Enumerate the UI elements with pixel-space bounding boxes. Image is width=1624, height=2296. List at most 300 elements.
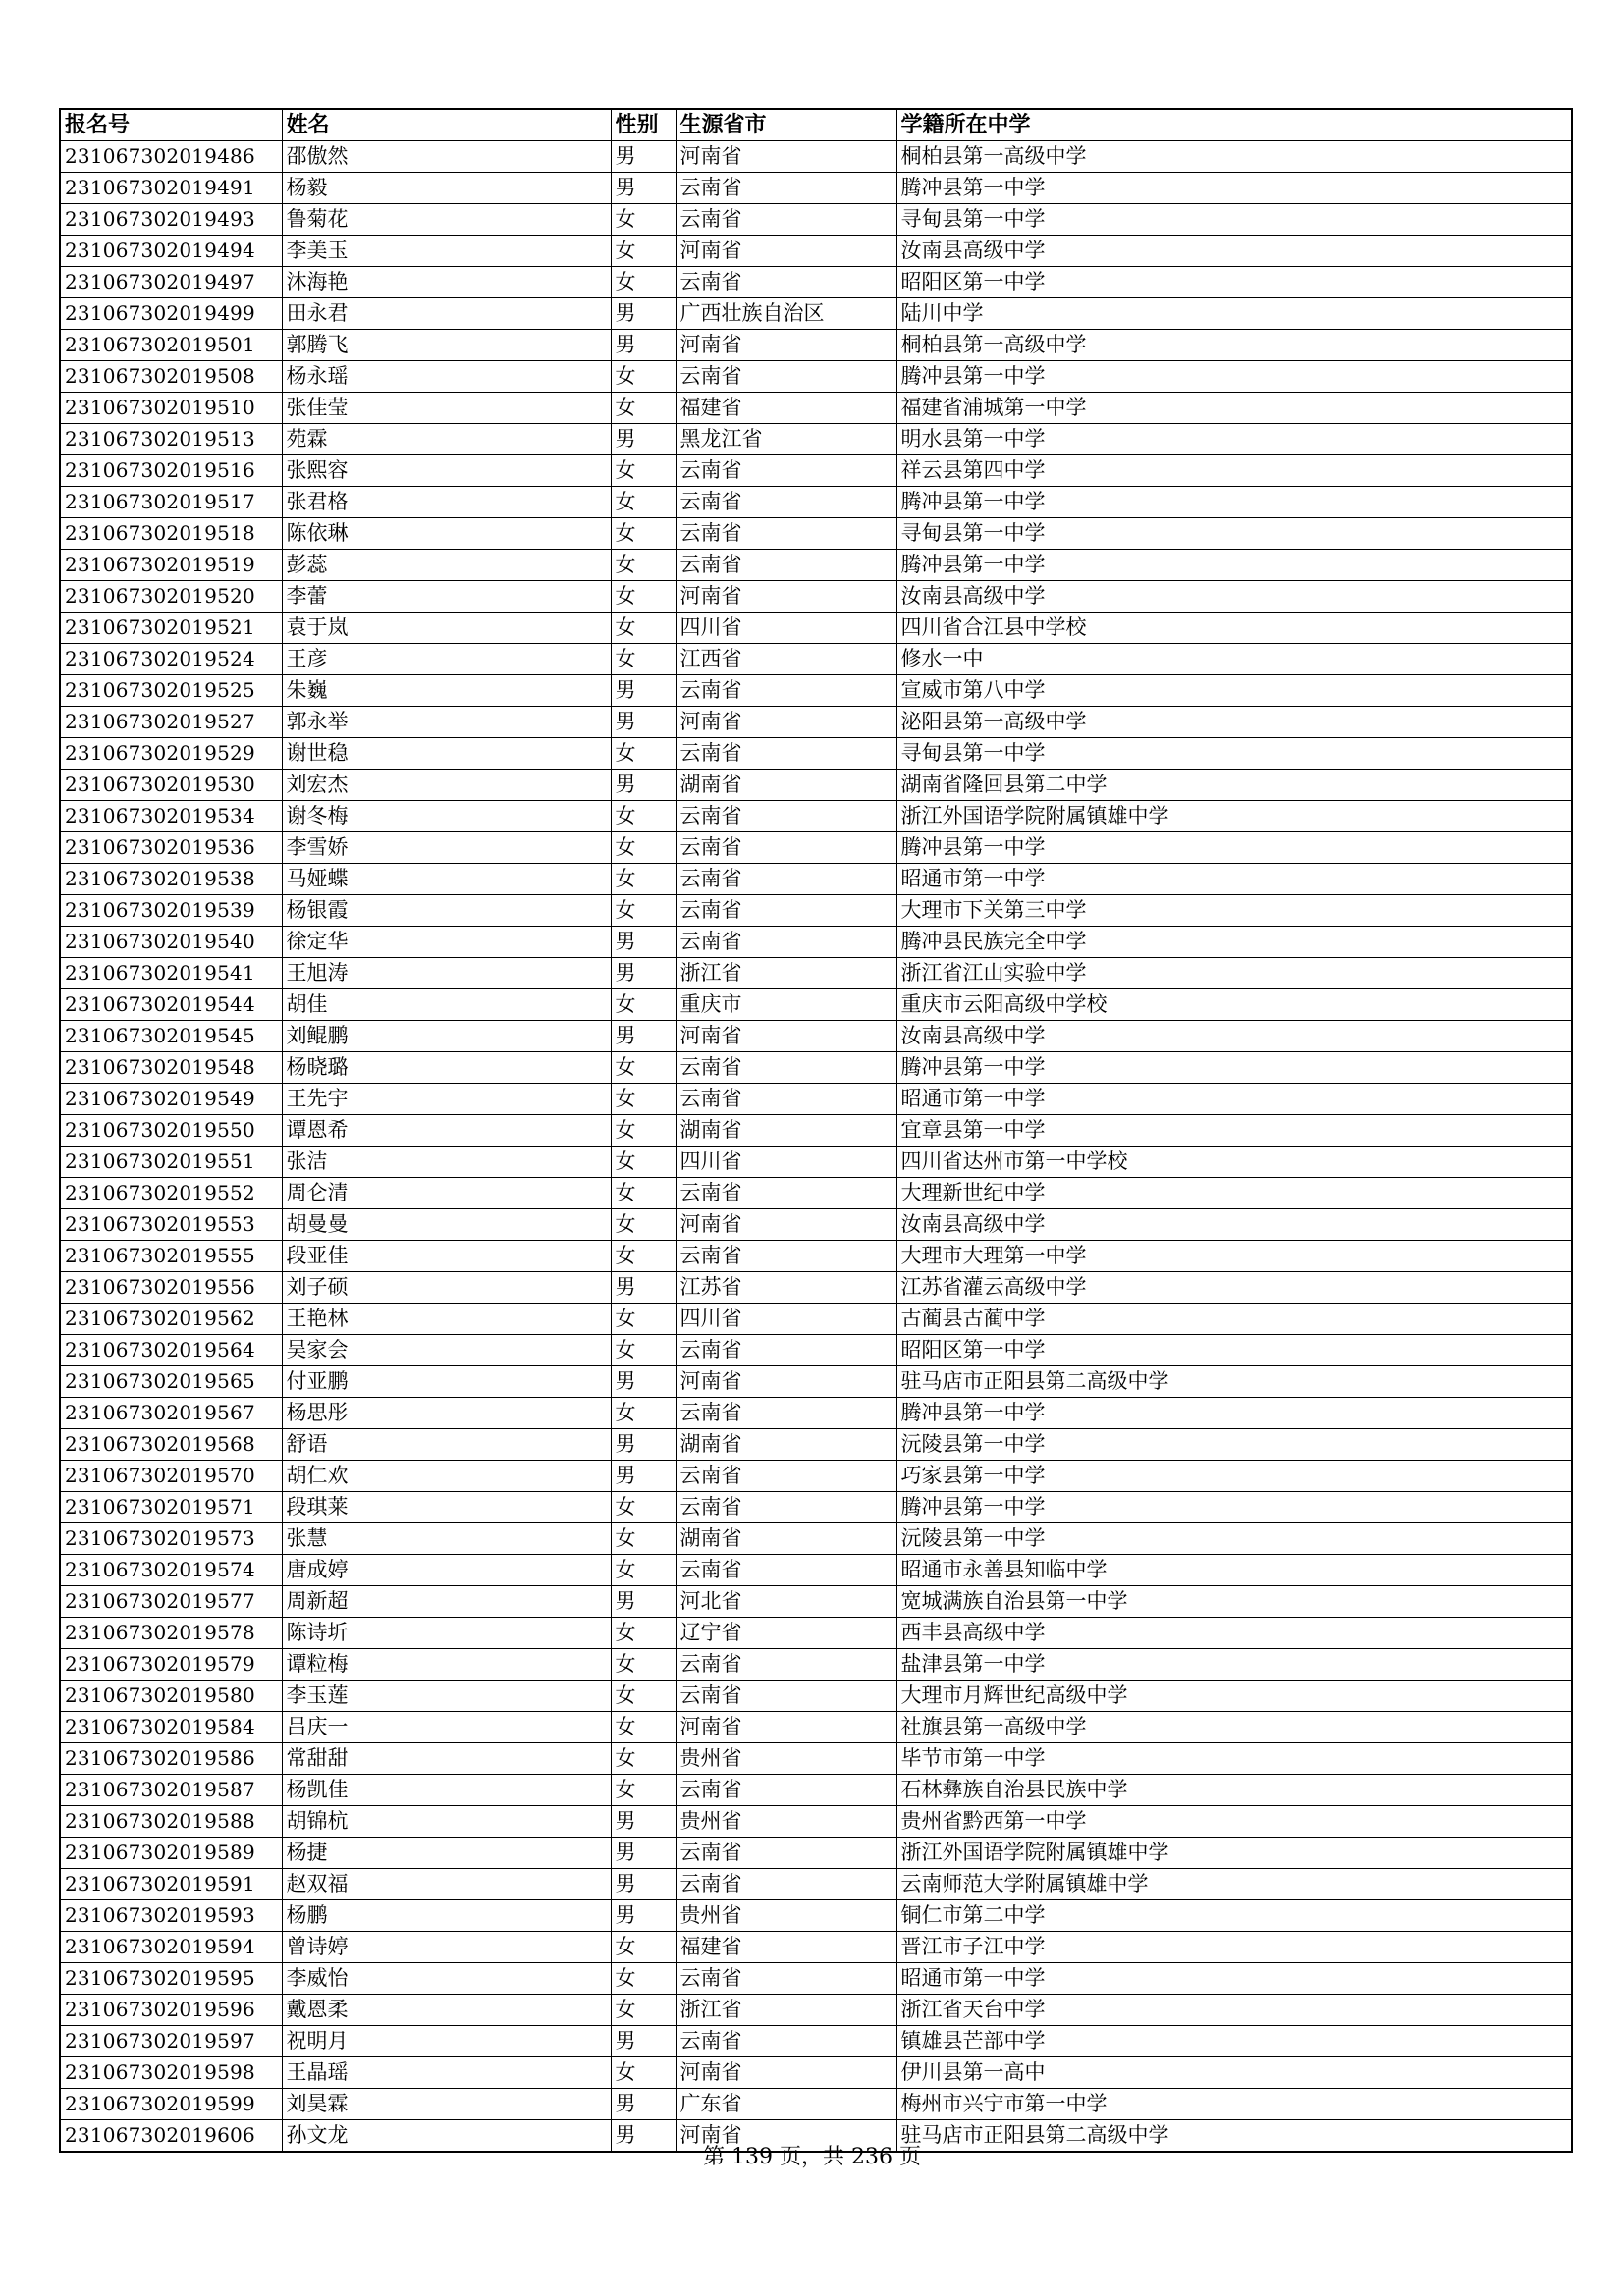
table-row <box>60 330 1572 361</box>
cell-name: 李玉莲 <box>282 1681 611 1712</box>
cell-province: 云南省 <box>676 455 896 487</box>
cell-registration-number: 231067302019540 <box>60 927 282 958</box>
cell-school: 腾冲县第一中学 <box>896 1492 1572 1523</box>
cell-registration-number: 231067302019580 <box>60 1681 282 1712</box>
table-row <box>60 141 1572 173</box>
cell-school: 大理市大理第一中学 <box>896 1241 1572 1272</box>
cell-school: 驻马店市正阳县第二高级中学 <box>896 2120 1572 2153</box>
cell-registration-number: 231067302019497 <box>60 267 282 298</box>
cell-province: 湖南省 <box>676 1115 896 1147</box>
cell-school: 昭通市永善县知临中学 <box>896 1555 1572 1586</box>
cell-gender: 男 <box>611 927 676 958</box>
cell-registration-number: 231067302019579 <box>60 1649 282 1681</box>
cell-name: 张佳莹 <box>282 393 611 424</box>
cell-gender: 女 <box>611 738 676 770</box>
cell-name: 刘宏杰 <box>282 770 611 801</box>
cell-gender: 男 <box>611 424 676 455</box>
cell-gender: 男 <box>611 173 676 204</box>
cell-gender: 女 <box>611 613 676 644</box>
table-row <box>60 424 1572 455</box>
cell-gender: 女 <box>611 1115 676 1147</box>
table-row <box>60 267 1572 298</box>
cell-gender: 女 <box>611 1712 676 1743</box>
table-row <box>60 707 1572 738</box>
cell-school: 汝南县高级中学 <box>896 1209 1572 1241</box>
cell-registration-number: 231067302019493 <box>60 204 282 236</box>
cell-registration-number: 231067302019501 <box>60 330 282 361</box>
cell-gender: 男 <box>611 1806 676 1838</box>
table-row <box>60 1806 1572 1838</box>
cell-gender: 女 <box>611 1241 676 1272</box>
table-row <box>60 864 1572 895</box>
cell-name: 王旭涛 <box>282 958 611 989</box>
cell-province: 云南省 <box>676 1963 896 1995</box>
cell-province: 湖南省 <box>676 770 896 801</box>
cell-school: 修水一中 <box>896 644 1572 675</box>
cell-registration-number: 231067302019545 <box>60 1021 282 1052</box>
header-name: 姓名 <box>282 109 611 141</box>
cell-registration-number: 231067302019524 <box>60 644 282 675</box>
table-row <box>60 1429 1572 1461</box>
cell-school: 石林彝族自治县民族中学 <box>896 1775 1572 1806</box>
cell-province: 四川省 <box>676 1147 896 1178</box>
cell-name: 郭腾飞 <box>282 330 611 361</box>
cell-province: 云南省 <box>676 204 896 236</box>
cell-registration-number: 231067302019588 <box>60 1806 282 1838</box>
cell-province: 云南省 <box>676 1398 896 1429</box>
cell-province: 福建省 <box>676 1932 896 1963</box>
cell-name: 李美玉 <box>282 236 611 267</box>
cell-name: 段亚佳 <box>282 1241 611 1272</box>
cell-school: 驻马店市正阳县第二高级中学 <box>896 1366 1572 1398</box>
cell-name: 谭恩希 <box>282 1115 611 1147</box>
table-row <box>60 1115 1572 1147</box>
cell-province: 江苏省 <box>676 1272 896 1304</box>
cell-school: 贵州省黔西第一中学 <box>896 1806 1572 1838</box>
cell-province: 河南省 <box>676 707 896 738</box>
cell-province: 云南省 <box>676 1838 896 1869</box>
cell-gender: 女 <box>611 1178 676 1209</box>
cell-province: 云南省 <box>676 1335 896 1366</box>
cell-province: 贵州省 <box>676 1900 896 1932</box>
table-row <box>60 298 1572 330</box>
cell-registration-number: 231067302019529 <box>60 738 282 770</box>
cell-name: 王先宇 <box>282 1084 611 1115</box>
cell-province: 河南省 <box>676 1021 896 1052</box>
cell-school: 腾冲县第一中学 <box>896 1052 1572 1084</box>
header-gender: 性别 <box>611 109 676 141</box>
cell-registration-number: 231067302019606 <box>60 2120 282 2153</box>
cell-province: 云南省 <box>676 1052 896 1084</box>
cell-school: 腾冲县第一中学 <box>896 487 1572 518</box>
cell-registration-number: 231067302019593 <box>60 1900 282 1932</box>
table-row <box>60 1932 1572 1963</box>
table-row <box>60 173 1572 204</box>
cell-name: 彭蕊 <box>282 550 611 581</box>
cell-name: 袁于岚 <box>282 613 611 644</box>
table-row <box>60 1838 1572 1869</box>
table-row <box>60 738 1572 770</box>
cell-name: 沐海艳 <box>282 267 611 298</box>
cell-gender: 女 <box>611 455 676 487</box>
cell-province: 云南省 <box>676 1555 896 1586</box>
cell-school: 腾冲县第一中学 <box>896 832 1572 864</box>
cell-registration-number: 231067302019521 <box>60 613 282 644</box>
cell-gender: 女 <box>611 1681 676 1712</box>
cell-gender: 女 <box>611 1052 676 1084</box>
cell-registration-number: 231067302019597 <box>60 2026 282 2057</box>
table-row <box>60 1900 1572 1932</box>
cell-name: 祝明月 <box>282 2026 611 2057</box>
table-row <box>60 644 1572 675</box>
cell-name: 张熙容 <box>282 455 611 487</box>
cell-gender: 男 <box>611 2026 676 2057</box>
cell-school: 西丰县高级中学 <box>896 1618 1572 1649</box>
table-row <box>60 1712 1572 1743</box>
cell-gender: 男 <box>611 1272 676 1304</box>
cell-gender: 女 <box>611 801 676 832</box>
cell-school: 湖南省隆回县第二中学 <box>896 770 1572 801</box>
cell-name: 王晶瑶 <box>282 2057 611 2089</box>
table-row <box>60 1335 1572 1366</box>
cell-school: 腾冲县民族完全中学 <box>896 927 1572 958</box>
cell-gender: 男 <box>611 675 676 707</box>
table-row <box>60 1398 1572 1429</box>
table-row <box>60 1649 1572 1681</box>
cell-school: 江苏省灌云高级中学 <box>896 1272 1572 1304</box>
table-row <box>60 487 1572 518</box>
cell-school: 社旗县第一高级中学 <box>896 1712 1572 1743</box>
cell-province: 云南省 <box>676 361 896 393</box>
cell-name: 杨银霞 <box>282 895 611 927</box>
cell-school: 祥云县第四中学 <box>896 455 1572 487</box>
cell-name: 刘子硕 <box>282 1272 611 1304</box>
cell-registration-number: 231067302019525 <box>60 675 282 707</box>
cell-school: 昭阳区第一中学 <box>896 267 1572 298</box>
table-row <box>60 1084 1572 1115</box>
cell-name: 胡佳 <box>282 989 611 1021</box>
cell-gender: 男 <box>611 770 676 801</box>
table-row <box>60 361 1572 393</box>
cell-province: 湖南省 <box>676 1523 896 1555</box>
cell-school: 铜仁市第二中学 <box>896 1900 1572 1932</box>
cell-registration-number: 231067302019577 <box>60 1586 282 1618</box>
cell-school: 毕节市第一中学 <box>896 1743 1572 1775</box>
cell-school: 陆川中学 <box>896 298 1572 330</box>
cell-registration-number: 231067302019536 <box>60 832 282 864</box>
cell-school: 寻甸县第一中学 <box>896 518 1572 550</box>
cell-registration-number: 231067302019570 <box>60 1461 282 1492</box>
cell-school: 巧家县第一中学 <box>896 1461 1572 1492</box>
cell-school: 梅州市兴宁市第一中学 <box>896 2089 1572 2120</box>
cell-gender: 女 <box>611 581 676 613</box>
cell-registration-number: 231067302019589 <box>60 1838 282 1869</box>
cell-province: 云南省 <box>676 1775 896 1806</box>
cell-registration-number: 231067302019564 <box>60 1335 282 1366</box>
table-row <box>60 1304 1572 1335</box>
cell-province: 河南省 <box>676 236 896 267</box>
cell-province: 云南省 <box>676 864 896 895</box>
cell-school: 汝南县高级中学 <box>896 1021 1572 1052</box>
table-row <box>60 958 1572 989</box>
cell-name: 吴家会 <box>282 1335 611 1366</box>
cell-school: 寻甸县第一中学 <box>896 204 1572 236</box>
cell-registration-number: 231067302019599 <box>60 2089 282 2120</box>
cell-registration-number: 231067302019499 <box>60 298 282 330</box>
cell-gender: 男 <box>611 2089 676 2120</box>
cell-gender: 女 <box>611 1492 676 1523</box>
cell-registration-number: 231067302019510 <box>60 393 282 424</box>
cell-province: 云南省 <box>676 1084 896 1115</box>
table-row <box>60 581 1572 613</box>
cell-name: 胡锦杭 <box>282 1806 611 1838</box>
cell-registration-number: 231067302019549 <box>60 1084 282 1115</box>
cell-name: 李蕾 <box>282 581 611 613</box>
cell-registration-number: 231067302019551 <box>60 1147 282 1178</box>
cell-name: 周新超 <box>282 1586 611 1618</box>
cell-name: 吕庆一 <box>282 1712 611 1743</box>
cell-gender: 女 <box>611 267 676 298</box>
cell-registration-number: 231067302019530 <box>60 770 282 801</box>
table-row <box>60 236 1572 267</box>
cell-gender: 男 <box>611 298 676 330</box>
table-row <box>60 613 1572 644</box>
cell-registration-number: 231067302019584 <box>60 1712 282 1743</box>
cell-school: 云南师范大学附属镇雄中学 <box>896 1869 1572 1900</box>
table-row <box>60 770 1572 801</box>
cell-school: 福建省浦城第一中学 <box>896 393 1572 424</box>
cell-name: 鲁菊花 <box>282 204 611 236</box>
cell-school: 寻甸县第一中学 <box>896 738 1572 770</box>
cell-province: 四川省 <box>676 613 896 644</box>
cell-province: 河南省 <box>676 1209 896 1241</box>
table-row <box>60 801 1572 832</box>
table-row <box>60 1555 1572 1586</box>
table-row <box>60 1241 1572 1272</box>
cell-province: 云南省 <box>676 1869 896 1900</box>
cell-gender: 女 <box>611 1523 676 1555</box>
cell-province: 云南省 <box>676 1461 896 1492</box>
cell-gender: 男 <box>611 958 676 989</box>
cell-registration-number: 231067302019527 <box>60 707 282 738</box>
cell-gender: 女 <box>611 236 676 267</box>
table-row <box>60 1366 1572 1398</box>
cell-gender: 女 <box>611 1775 676 1806</box>
cell-gender: 女 <box>611 1932 676 1963</box>
cell-name: 朱巍 <box>282 675 611 707</box>
cell-school: 盐津县第一中学 <box>896 1649 1572 1681</box>
cell-school: 腾冲县第一中学 <box>896 1398 1572 1429</box>
cell-registration-number: 231067302019539 <box>60 895 282 927</box>
cell-name: 谭粒梅 <box>282 1649 611 1681</box>
cell-name: 常甜甜 <box>282 1743 611 1775</box>
cell-school: 宜章县第一中学 <box>896 1115 1572 1147</box>
cell-registration-number: 231067302019553 <box>60 1209 282 1241</box>
cell-province: 河北省 <box>676 1586 896 1618</box>
cell-province: 云南省 <box>676 173 896 204</box>
cell-school: 四川省达州市第一中学校 <box>896 1147 1572 1178</box>
cell-school: 重庆市云阳高级中学校 <box>896 989 1572 1021</box>
table-row <box>60 1743 1572 1775</box>
cell-gender: 女 <box>611 644 676 675</box>
cell-province: 河南省 <box>676 581 896 613</box>
cell-gender: 女 <box>611 1084 676 1115</box>
table-row <box>60 2026 1572 2057</box>
cell-gender: 男 <box>611 330 676 361</box>
cell-registration-number: 231067302019541 <box>60 958 282 989</box>
cell-name: 田永君 <box>282 298 611 330</box>
cell-province: 云南省 <box>676 1649 896 1681</box>
cell-registration-number: 231067302019552 <box>60 1178 282 1209</box>
cell-registration-number: 231067302019548 <box>60 1052 282 1084</box>
table-row <box>60 1681 1572 1712</box>
cell-province: 福建省 <box>676 393 896 424</box>
cell-registration-number: 231067302019571 <box>60 1492 282 1523</box>
table-row <box>60 989 1572 1021</box>
cell-name: 赵双福 <box>282 1869 611 1900</box>
cell-name: 刘昊霖 <box>282 2089 611 2120</box>
cell-gender: 女 <box>611 393 676 424</box>
cell-province: 浙江省 <box>676 1995 896 2026</box>
cell-gender: 女 <box>611 361 676 393</box>
cell-registration-number: 231067302019586 <box>60 1743 282 1775</box>
cell-gender: 男 <box>611 1021 676 1052</box>
cell-school: 昭通市第一中学 <box>896 1963 1572 1995</box>
table-row <box>60 1963 1572 1995</box>
cell-province: 云南省 <box>676 2026 896 2057</box>
cell-name: 陈依琳 <box>282 518 611 550</box>
cell-gender: 女 <box>611 1743 676 1775</box>
cell-registration-number: 231067302019598 <box>60 2057 282 2089</box>
cell-name: 曾诗婷 <box>282 1932 611 1963</box>
cell-registration-number: 231067302019573 <box>60 1523 282 1555</box>
table-row <box>60 518 1572 550</box>
cell-province: 云南省 <box>676 1492 896 1523</box>
cell-school: 腾冲县第一中学 <box>896 550 1572 581</box>
cell-province: 浙江省 <box>676 958 896 989</box>
cell-registration-number: 231067302019567 <box>60 1398 282 1429</box>
cell-gender: 女 <box>611 204 676 236</box>
cell-province: 广西壮族自治区 <box>676 298 896 330</box>
cell-registration-number: 231067302019516 <box>60 455 282 487</box>
cell-school: 泌阳县第一高级中学 <box>896 707 1572 738</box>
cell-school: 四川省合江县中学校 <box>896 613 1572 644</box>
table-row <box>60 393 1572 424</box>
cell-name: 王彦 <box>282 644 611 675</box>
cell-name: 王艳林 <box>282 1304 611 1335</box>
cell-school: 大理市月辉世纪高级中学 <box>896 1681 1572 1712</box>
table-row <box>60 1869 1572 1900</box>
cell-gender: 女 <box>611 989 676 1021</box>
cell-registration-number: 231067302019544 <box>60 989 282 1021</box>
cell-province: 云南省 <box>676 550 896 581</box>
cell-school: 晋江市子江中学 <box>896 1932 1572 1963</box>
cell-name: 张慧 <box>282 1523 611 1555</box>
cell-school: 宽城满族自治县第一中学 <box>896 1586 1572 1618</box>
cell-name: 杨捷 <box>282 1838 611 1869</box>
cell-province: 四川省 <box>676 1304 896 1335</box>
cell-name: 张君格 <box>282 487 611 518</box>
cell-gender: 男 <box>611 141 676 173</box>
cell-registration-number: 231067302019491 <box>60 173 282 204</box>
table-row <box>60 1492 1572 1523</box>
cell-name: 周仑清 <box>282 1178 611 1209</box>
cell-province: 云南省 <box>676 801 896 832</box>
cell-province: 云南省 <box>676 267 896 298</box>
table-row <box>60 204 1572 236</box>
table-row <box>60 675 1572 707</box>
cell-gender: 男 <box>611 1461 676 1492</box>
cell-name: 张洁 <box>282 1147 611 1178</box>
cell-school: 浙江外国语学院附属镇雄中学 <box>896 801 1572 832</box>
cell-name: 戴恩柔 <box>282 1995 611 2026</box>
table-row <box>60 455 1572 487</box>
cell-province: 云南省 <box>676 675 896 707</box>
cell-name: 杨永瑶 <box>282 361 611 393</box>
table-row <box>60 1052 1572 1084</box>
table-row <box>60 2089 1572 2120</box>
cell-gender: 男 <box>611 1366 676 1398</box>
table-row <box>60 1995 1572 2026</box>
cell-school: 桐柏县第一高级中学 <box>896 330 1572 361</box>
cell-gender: 男 <box>611 1429 676 1461</box>
cell-gender: 女 <box>611 1618 676 1649</box>
cell-name: 谢冬梅 <box>282 801 611 832</box>
table-row <box>60 2057 1572 2089</box>
cell-name: 马娅蝶 <box>282 864 611 895</box>
admission-list-table <box>59 108 1573 2153</box>
cell-gender: 女 <box>611 550 676 581</box>
cell-registration-number: 231067302019520 <box>60 581 282 613</box>
cell-name: 杨凯佳 <box>282 1775 611 1806</box>
cell-registration-number: 231067302019508 <box>60 361 282 393</box>
cell-registration-number: 231067302019594 <box>60 1932 282 1963</box>
header-school: 学籍所在中学 <box>896 109 1572 141</box>
cell-gender: 女 <box>611 895 676 927</box>
cell-province: 云南省 <box>676 895 896 927</box>
cell-school: 镇雄县芒部中学 <box>896 2026 1572 2057</box>
cell-name: 孙文龙 <box>282 2120 611 2153</box>
cell-registration-number: 231067302019574 <box>60 1555 282 1586</box>
cell-province: 广东省 <box>676 2089 896 2120</box>
cell-name: 刘鲲鹏 <box>282 1021 611 1052</box>
cell-school: 明水县第一中学 <box>896 424 1572 455</box>
cell-school: 昭阳区第一中学 <box>896 1335 1572 1366</box>
cell-gender: 男 <box>611 1586 676 1618</box>
cell-school: 桐柏县第一高级中学 <box>896 141 1572 173</box>
cell-name: 杨毅 <box>282 173 611 204</box>
cell-province: 贵州省 <box>676 1743 896 1775</box>
cell-province: 云南省 <box>676 1178 896 1209</box>
cell-name: 杨鹏 <box>282 1900 611 1932</box>
header-registration-number: 报名号 <box>60 109 282 141</box>
cell-name: 邵傲然 <box>282 141 611 173</box>
cell-school: 汝南县高级中学 <box>896 581 1572 613</box>
cell-province: 云南省 <box>676 1681 896 1712</box>
cell-gender: 女 <box>611 1147 676 1178</box>
cell-registration-number: 231067302019494 <box>60 236 282 267</box>
header-province: 生源省市 <box>676 109 896 141</box>
cell-province: 贵州省 <box>676 1806 896 1838</box>
cell-province: 河南省 <box>676 330 896 361</box>
table-row <box>60 1021 1572 1052</box>
table-row <box>60 550 1572 581</box>
cell-registration-number: 231067302019578 <box>60 1618 282 1649</box>
cell-school: 浙江外国语学院附属镇雄中学 <box>896 1838 1572 1869</box>
cell-registration-number: 231067302019562 <box>60 1304 282 1335</box>
cell-name: 舒语 <box>282 1429 611 1461</box>
cell-province: 河南省 <box>676 2120 896 2153</box>
